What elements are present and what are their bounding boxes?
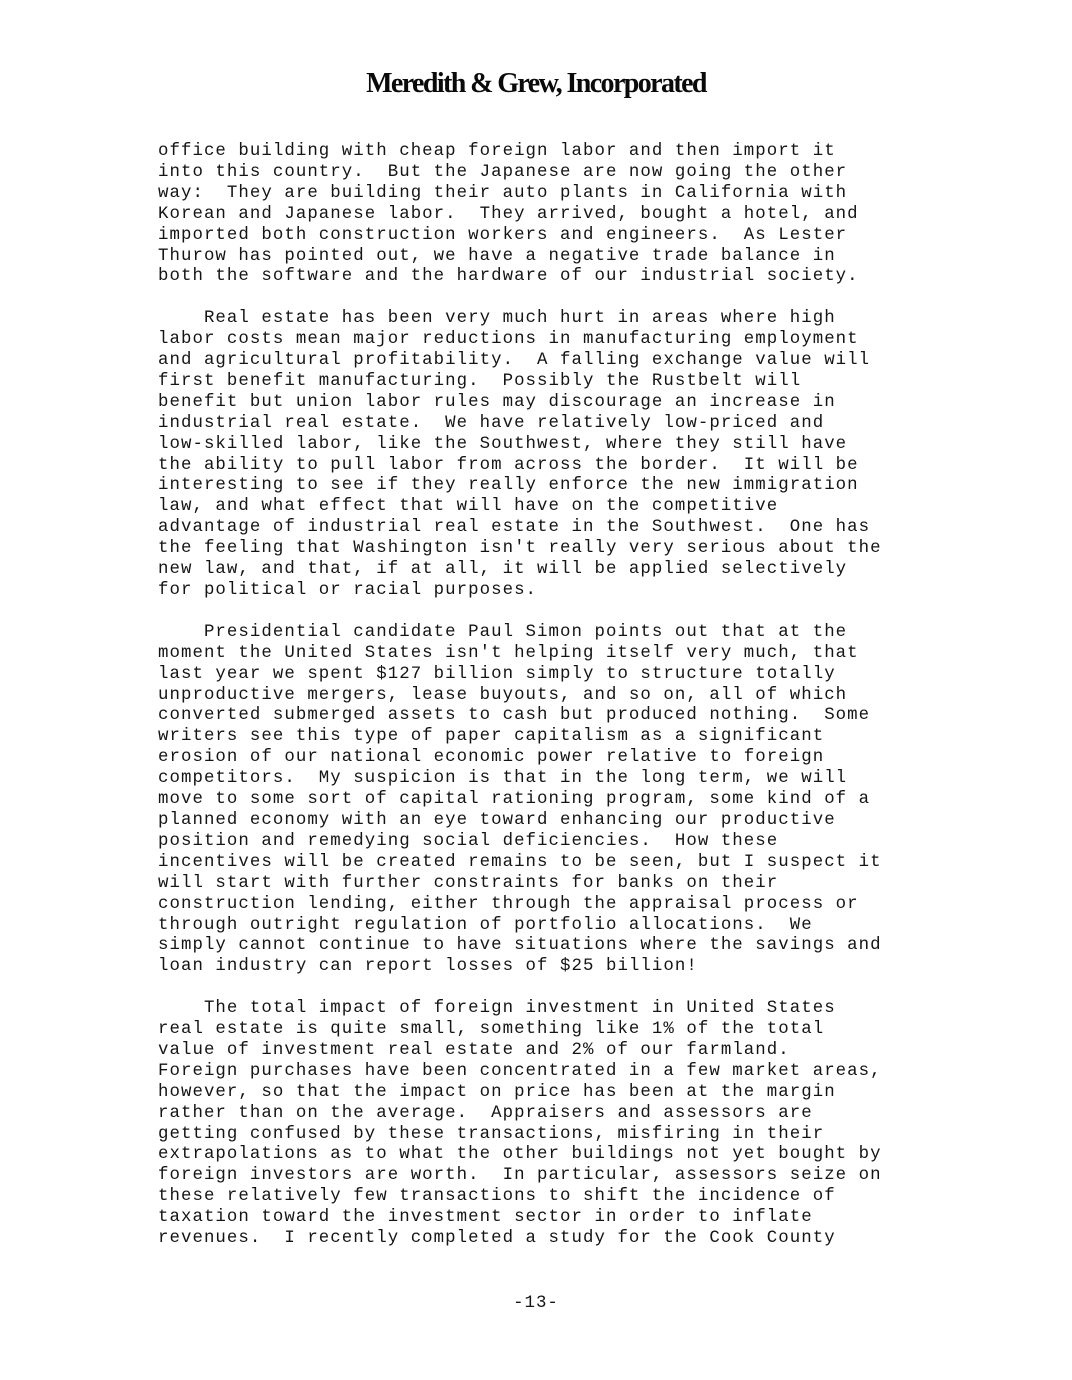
text-line: position and remedying social deficiencies. How these bbox=[158, 831, 779, 851]
text-line: imported both construction workers and engineers. As Lester bbox=[158, 225, 848, 245]
text-line: writers see this type of paper capitalism as a significant bbox=[158, 727, 825, 747]
text-line: moment the United States isn't helping itself very much, that bbox=[158, 643, 859, 663]
text-line: labor costs mean major reductions in manufacturing employment bbox=[158, 330, 859, 350]
text-line: value of investment real estate and 2% of our farmland. bbox=[158, 1040, 790, 1060]
text-line: rather than on the average. Appraisers and assessors are bbox=[158, 1103, 813, 1123]
text-line: taxation toward the investment sector in order to inflate bbox=[158, 1208, 813, 1228]
paragraph bbox=[158, 142, 988, 288]
text-line: office building with cheap foreign labor and then import it bbox=[158, 142, 836, 161]
text-line: however, so that the impact on price has been at the margin bbox=[158, 1082, 836, 1102]
text-line: unproductive mergers, lease buyouts, and so on, all of which bbox=[158, 685, 848, 705]
text-line: and agricultural profitability. A falling exchange value will bbox=[158, 351, 871, 371]
text-line: planned economy with an eye toward enhancing our productive bbox=[158, 810, 836, 830]
text-line: through outright regulation of portfolio allocations. We bbox=[158, 915, 813, 935]
text-line: extrapolations as to what the other buildings not yet bought by bbox=[158, 1145, 882, 1165]
text-line: Thurow has pointed out, we have a negative trade balance in bbox=[158, 246, 836, 266]
text-line: will start with further constraints for banks on their bbox=[158, 873, 779, 893]
text-line: converted submerged assets to cash but produced nothing. Some bbox=[158, 706, 871, 726]
text-line: The total impact of foreign investment in United States bbox=[158, 999, 836, 1019]
text-line: erosion of our national economic power relative to foreign bbox=[158, 748, 825, 768]
text-line: interesting to see if they really enforce the new immigration bbox=[158, 476, 859, 496]
text-line: advantage of industrial real estate in the Southwest. One has bbox=[158, 518, 871, 538]
text-line: way: They are building their auto plants in California with bbox=[158, 183, 848, 203]
text-line: move to some sort of capital rationing program, some kind of a bbox=[158, 790, 871, 810]
text-line: Presidential candidate Paul Simon points out that at the bbox=[158, 622, 848, 642]
text-line: incentives will be created remains to be seen, but I suspect it bbox=[158, 852, 882, 872]
text-line: simply cannot continue to have situations where the savings and bbox=[158, 936, 882, 956]
text-line: first benefit manufacturing. Possibly the Rustbelt will bbox=[158, 371, 802, 391]
text-line: the feeling that Washington isn't really very serious about the bbox=[158, 539, 882, 559]
text-line: into this country. But the Japanese are now going the other bbox=[158, 162, 848, 182]
paragraph bbox=[158, 623, 988, 978]
text-line: these relatively few transactions to shift the incidence of bbox=[158, 1187, 836, 1207]
text-line: foreign investors are worth. In particular, assessors seize on bbox=[158, 1166, 882, 1186]
text-line: low-skilled labor, like the Southwest, where they still have bbox=[158, 434, 848, 454]
text-line: last year we spent $127 billion simply to structure totally bbox=[158, 664, 836, 684]
body-text bbox=[158, 142, 988, 1271]
text-line: industrial real estate. We have relatively low-priced and bbox=[158, 413, 825, 433]
paragraph bbox=[158, 999, 988, 1250]
text-line: for political or racial purposes. bbox=[158, 581, 538, 601]
text-line: Korean and Japanese labor. They arrived, bought a hotel, and bbox=[158, 204, 859, 224]
text-line: loan industry can report losses of $25 billion! bbox=[158, 957, 698, 977]
text-line: real estate is quite small, something like 1% of the total bbox=[158, 1020, 825, 1040]
text-line: getting confused by these transactions, misfiring in their bbox=[158, 1124, 825, 1144]
page-number: -13- bbox=[513, 1294, 559, 1313]
text-line: benefit but union labor rules may discourage an increase in bbox=[158, 392, 836, 412]
text-line: competitors. My suspicion is that in the long term, we will bbox=[158, 769, 848, 789]
text-line: construction lending, either through the appraisal process or bbox=[158, 894, 859, 914]
text-line: both the software and the hardware of our industrial society. bbox=[158, 267, 859, 287]
text-line: revenues. I recently completed a study for the Cook County bbox=[158, 1229, 836, 1249]
letterhead-title: Meredith & Grew, Incorporated bbox=[366, 68, 706, 99]
text-line: law, and what effect that will have on the competitive bbox=[158, 497, 779, 517]
text-line: the ability to pull labor from across the border. It will be bbox=[158, 455, 859, 475]
text-line: new law, and that, if at all, it will be applied selectively bbox=[158, 560, 848, 580]
text-line: Foreign purchases have been concentrated in a few market areas, bbox=[158, 1061, 882, 1081]
text-line: Real estate has been very much hurt in areas where high bbox=[158, 309, 836, 329]
paragraph bbox=[158, 309, 988, 602]
